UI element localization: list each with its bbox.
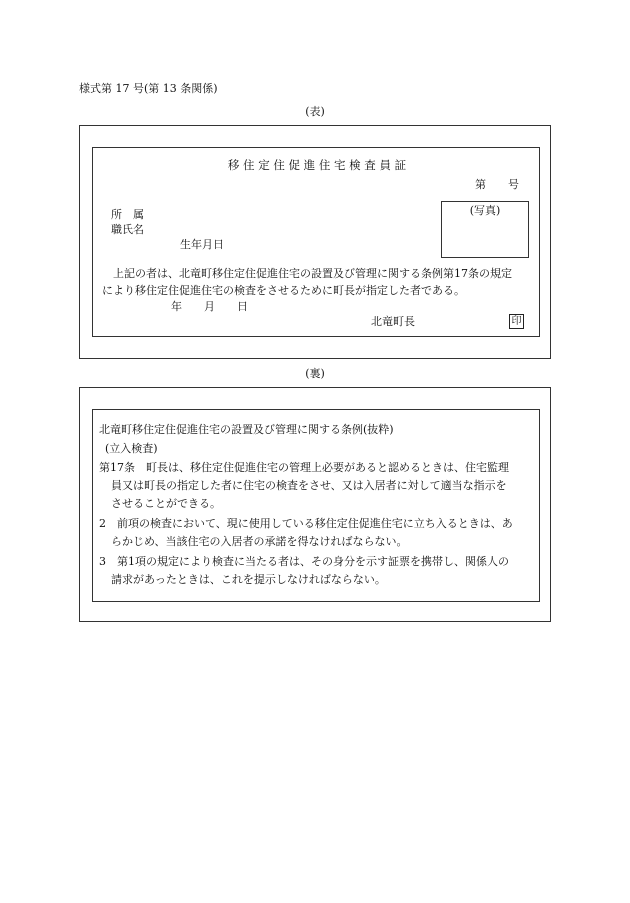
paragraph-2-line1: 2 前項の検査において、現に使用している移住定住促進住宅に立ち入るときは、あ [99,517,513,530]
photo-label: (写真) [469,204,501,217]
front-card-outer [79,125,551,359]
back-card-inner [92,409,540,602]
section-title: (立入検査) [105,442,158,455]
ordinance-title: 北竜町移住定住促進住宅の設置及び管理に関する条例(抜粋) [99,423,394,436]
front-side-label: (表) [305,105,325,118]
certificate-title: 移 住 定 住 促 進 住 宅 検 査 員 証 [227,158,407,172]
article-17-line1: 第17条 町長は、移住定住促進住宅の管理上必要があると認めるときは、住宅監理 [99,461,509,474]
paragraph-2-line2: らかじめ、当該住宅の入居者の承諾を得なければならない。 [111,535,408,548]
article-17-line3: させることができる。 [111,497,221,510]
certificate-body-line1: 上記の者は、北竜町移住定住促進住宅の設置及び管理に関する条例第17条の規定 [113,267,512,280]
affiliation-label: 所 属 [111,208,144,221]
issue-date-line: 年 月 日 [171,300,248,313]
form-number: 様式第 17 号(第 13 条関係) [79,82,218,95]
name-label: 職氏名 [111,223,144,236]
birthdate-label: 生年月日 [180,238,224,251]
issuer-name: 北竜町長 [371,315,415,328]
seal-stamp: 印 [509,314,524,329]
back-side-label: (裏) [305,367,325,380]
front-card-inner [92,147,540,337]
paragraph-3-line1: 3 第1項の規定により検査に当たる者は、その身分を示す証票を携帯し、関係人の [99,555,509,568]
certificate-number-label: 第 号 [475,178,519,191]
back-card-outer [79,387,551,622]
certificate-body-line2: により移住定住促進住宅の検査をさせるために町長が指定した者である。 [102,284,465,297]
paragraph-3-line2: 請求があったときは、これを提示しなければならない。 [111,573,386,586]
photo-box [441,201,529,258]
article-17-line2: 員又は町長の指定した者に住宅の検査をさせ、又は入居者に対して適当な指示を [111,479,507,492]
